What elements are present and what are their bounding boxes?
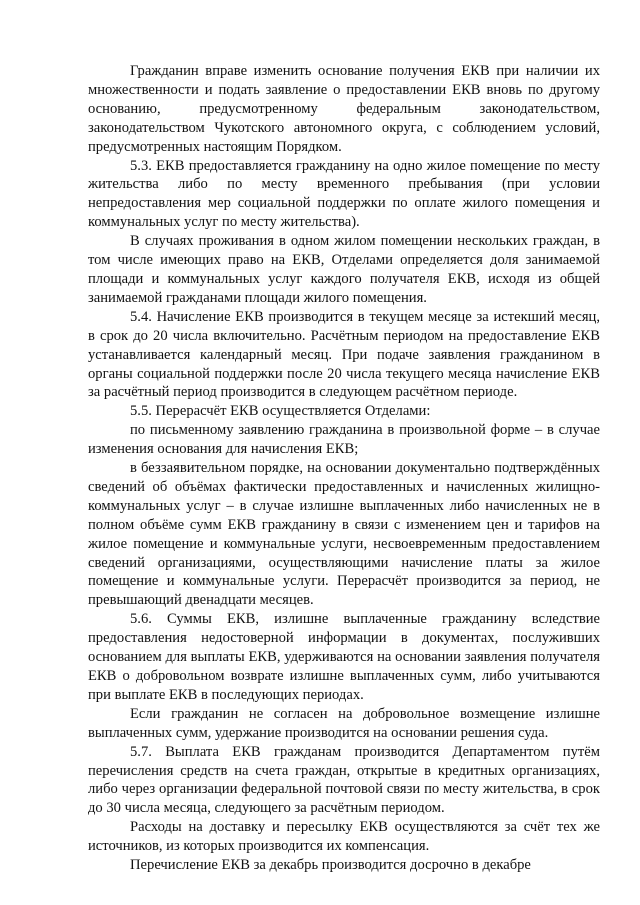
paragraph-written-request: по письменному заявлению гражданина в произвольной форме – в случае изменения основания для начисления ЕКВ;	[88, 422, 600, 458]
paragraph-5-5: 5.5. Перерасчёт ЕКВ осуществляется Отделами:	[130, 403, 431, 420]
document-body	[88, 62, 600, 875]
paragraph-shared-residence: В случаях проживания в одном жилом помещении нескольких граждан, в том числе имеющих право на ЕКВ, Отделами определяется доля занимаемой площади и коммунальных услуг каждого получателя ЕКВ, исходя из общей занимаемой гражданами площади жилого помещения.	[88, 233, 600, 306]
paragraph-court-decision: Если гражданин не согласен на добровольное возмещение излишне выплаченных сумм, удержание производится на основании решения суда.	[88, 705, 600, 741]
paragraph-5-7: 5.7. Выплата ЕКВ гражданам производится Департаментом путём перечисления средств на счета граждан, открытые в кредитных организациях, либо через организации федеральной почтовой связи по месту жительства, в срок до 30 числа месяца, следующего за расчётным периодом.	[88, 743, 600, 817]
paragraph-5-6: 5.6. Суммы ЕКВ, излишне выплаченные гражданину вследствие предоставления недостоверной информации в документах, послуживших основанием для выплаты ЕКВ, удерживаются на основании заявления получателя ЕКВ о добровольном возврате излишне выплаченных сумм, либо учитываются при выплате ЕКВ в последующих периодах.	[88, 611, 600, 703]
paragraph-delivery-costs: Расходы на доставку и пересылку ЕКВ осуществляются за счёт тех же источников, из которых производится их компенсация.	[88, 819, 600, 855]
paragraph-5-4: 5.4. Начисление ЕКВ производится в текущем месяце за истекший месяц, в срок до 20 числа включительно. Расчётным периодом на предоставление ЕКВ устанавливается календарный месяц. При подаче заявления гражданином в органы социальной поддержки после 20 числа текущего месяца начисление ЕКВ за расчётный период производится в следующем расчётном периоде.	[88, 308, 600, 401]
paragraph-december-transfer: Перечисление ЕКВ за декабрь производится досрочно в декабре	[130, 857, 531, 874]
paragraph-change-basis: Гражданин вправе изменить основание получения ЕКВ при наличии их множественности и подать заявление о предоставлении ЕКВ вновь по другому основанию, предусмотренному федеральным законодательством, законодательством Чукотского автономного округа, с соблюдением условий, предусмотренных настоящим Порядком.	[88, 63, 600, 155]
paragraph-no-request: в беззаявительном порядке, на основании документально подтверждённых сведений об объёмах фактически предоставленных и начисленных жилищно-коммунальных услуг – в случае излишне выплаченных либо начисленных не в полном объёме сумм ЕКВ гражданину в связи с изменением цен и тарифов на жилое помещение и коммунальные услуги, несвоевременным предоставлением сведений организациями, осуществляющими начисление платы за жилое помещение и коммунальные услуги. Перерасчёт производится за период, не превышающий двенадцати месяцев.	[88, 460, 600, 609]
paragraph-5-3: 5.3. ЕКВ предоставляется гражданину на одно жилое помещение по месту жительства либо по месту временного пребывания (при условии непредоставления мер социальной поддержки по оплате жилого помещения и коммунальных услуг по месту жительства).	[88, 157, 600, 231]
